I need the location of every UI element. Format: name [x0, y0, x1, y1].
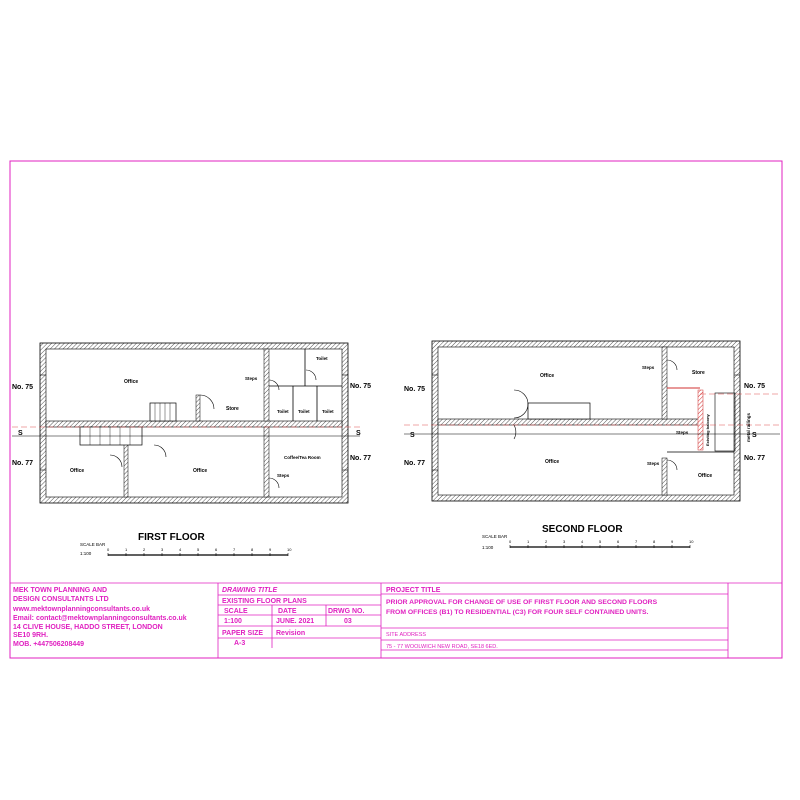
first-no77-right-label: No. 77 — [350, 455, 372, 462]
paper-size-label: PAPER SIZE — [222, 630, 264, 637]
company-mobile: MOB. +447506208449 — [13, 641, 85, 648]
second-floor-title: SECOND FLOOR — [542, 524, 623, 535]
second-floor-plan — [404, 341, 780, 550]
scale-tick-label: 2 — [143, 547, 146, 552]
balcony-wall — [698, 390, 703, 450]
scale-tick-label: 7 — [233, 547, 236, 552]
second-section-s-left: S — [410, 432, 415, 439]
second-section-s-right: S — [752, 432, 757, 439]
scale-tick-label: 10 — [287, 547, 292, 552]
first-floor-party-wall — [46, 421, 342, 427]
second-no77-label: No. 77 — [404, 460, 426, 467]
second-steps-top-label: Steps — [642, 365, 655, 370]
drawing-title-value: EXISTING FLOOR PLANS — [222, 598, 307, 605]
scale-tick-label: 1 — [125, 547, 128, 552]
site-address-label: SITE ADDRESS — [386, 632, 427, 638]
first-store-label: Store — [226, 406, 239, 412]
second-store-label: Store — [692, 370, 705, 376]
first-floor-plan — [12, 343, 371, 556]
first-no75-right-label: No. 75 — [350, 383, 372, 390]
first-floor-title: FIRST FLOOR — [138, 532, 205, 543]
scale-tick-label: 6 — [617, 539, 620, 544]
company-address-line1: 14 CLIVE HOUSE, HADDO STREET, LONDON — [13, 624, 163, 631]
project-title-line1: PRIOR APPROVAL FOR CHANGE OF USE OF FIRST FLOOR AND SECOND FLOORS — [386, 599, 658, 606]
second-office-top-label: Office — [540, 373, 555, 379]
second-scale-ratio: 1:100 — [482, 545, 494, 550]
drawing-title-label: DRAWING TITLE — [222, 587, 278, 594]
scale-tick-label: 9 — [269, 547, 272, 552]
scale-tick-label: 2 — [545, 539, 548, 544]
scale-tick-label: 0 — [509, 539, 512, 544]
scale-tick-label: 4 — [581, 539, 584, 544]
site-address-value: 75 - 77 WOOLWICH NEW ROAD, SE18 6ED. — [386, 644, 498, 650]
first-no75-label: No. 75 — [12, 384, 34, 391]
railings-label: metal railings — [746, 412, 751, 442]
scale-tick-label: 4 — [179, 547, 182, 552]
date-value: JUNE. 2021 — [276, 618, 315, 625]
scale-tick-label: 1 — [527, 539, 530, 544]
first-steps-top-label: Steps — [245, 376, 258, 381]
first-steps-bottom-label: Steps — [277, 473, 290, 478]
first-no77-label: No. 77 — [12, 460, 34, 467]
first-section-s-left: S — [18, 430, 23, 437]
second-no75-label: No. 75 — [404, 386, 426, 393]
first-office-top-label: Office — [124, 379, 139, 385]
scale-tick-label: 8 — [653, 539, 656, 544]
revision-label: Revision — [276, 630, 306, 637]
scale-value: 1:100 — [224, 618, 242, 625]
second-floor-party-wall — [438, 419, 700, 425]
date-label: DATE — [278, 608, 297, 615]
second-scale-bar — [509, 539, 694, 548]
company-email: Email: contact@mektownplanningconsultants.co.uk — [13, 615, 187, 622]
scale-tick-label: 0 — [107, 547, 110, 552]
second-office-bottom-label: Office — [545, 459, 560, 465]
first-toilet-b-label: Toilet — [277, 409, 289, 414]
company-address-line2: SE10 9RH. — [13, 632, 49, 639]
first-toilet-d-label: Toilet — [322, 409, 334, 414]
scale-tick-label: 3 — [161, 547, 164, 552]
second-no77-right-label: No. 77 — [744, 455, 766, 462]
first-scale-ratio: 1:100 — [80, 551, 92, 556]
scale-label: SCALE — [224, 608, 248, 615]
first-office-bl-label: Office — [70, 468, 85, 474]
scale-tick-label: 5 — [599, 539, 602, 544]
scale-tick-label: 3 — [563, 539, 566, 544]
first-coffee-label: Coffee/Tea Room — [284, 455, 321, 460]
first-toilet-c-label: Toilet — [298, 409, 310, 414]
balcony-label: Existing balcony — [705, 414, 710, 446]
first-section-s-right: S — [356, 430, 361, 437]
second-steps-low-label: Steps — [647, 461, 660, 466]
paper-size-value: A-3 — [234, 640, 246, 647]
drwg-no-value: 03 — [344, 618, 352, 625]
project-title-label: PROJECT TITLE — [386, 587, 441, 594]
company-website: www.mektownplanningconsultants.co.uk — [13, 606, 151, 613]
first-scale-bar — [107, 547, 292, 556]
scale-tick-label: 5 — [197, 547, 200, 552]
scale-tick-label: 10 — [689, 539, 694, 544]
second-steps-mid-label: Steps — [676, 430, 689, 435]
company-name-line1: MEK TOWN PLANNING AND — [13, 587, 108, 594]
first-toilet-a-label: Toilet — [316, 356, 328, 361]
first-scale-bar-label: SCALE BAR — [80, 542, 106, 547]
scale-tick-label: 9 — [671, 539, 674, 544]
scale-tick-label: 6 — [215, 547, 218, 552]
second-scale-bar-label: SCALE BAR — [482, 534, 508, 539]
first-office-bm-label: Office — [193, 468, 208, 474]
second-no75-right-label: No. 75 — [744, 383, 766, 390]
scale-tick-label: 8 — [251, 547, 254, 552]
scale-tick-label: 7 — [635, 539, 638, 544]
drwg-no-label: DRWG NO. — [328, 608, 365, 615]
second-office-br-label: Office — [698, 473, 713, 479]
project-title-line2: FROM OFFICES (B1) TO RESIDENTIAL (C3) FOR FOUR SELF CONTAINED UNITS. — [386, 609, 649, 616]
company-name-line2: DESIGN CONSULTANTS LTD — [13, 596, 109, 603]
